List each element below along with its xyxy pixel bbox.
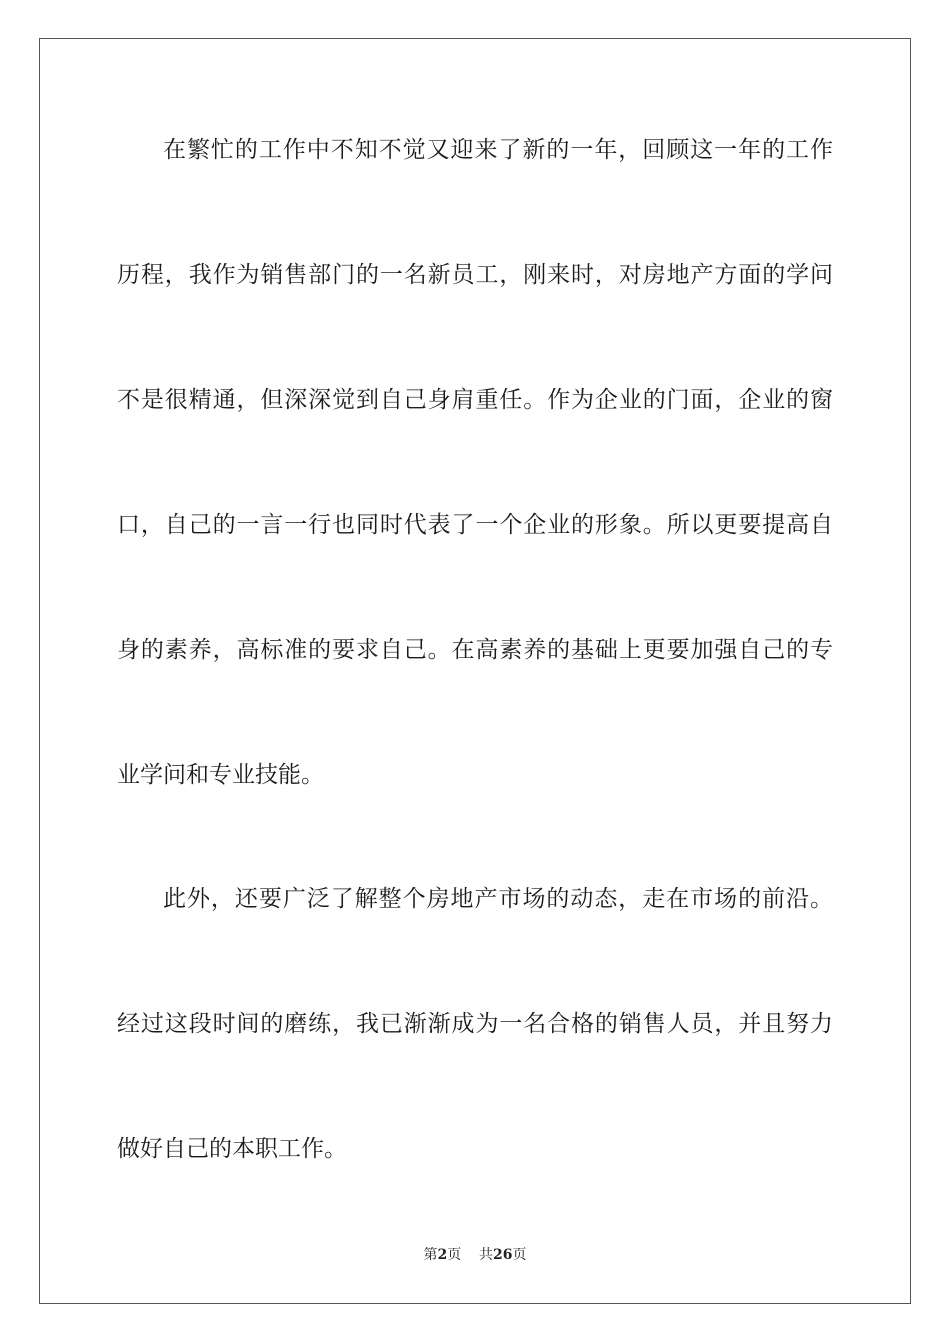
footer-page-suffix: 页	[447, 1247, 462, 1263]
paragraph-1-line-4: 口，自己的一言一行也同时代表了一个企业的形象。所以更要提高自	[117, 512, 833, 538]
paragraph-1-line-1: 在繁忙的工作中不知不觉又迎来了新的一年，回顾这一年的工作	[163, 137, 833, 163]
footer-page-prefix: 第	[423, 1247, 438, 1263]
paragraph-2-line-2: 经过这段时间的磨练，我已渐渐成为一名合格的销售人员，并且努力	[117, 1011, 833, 1037]
paragraph-1-line-5: 身的素养，高标准的要求自己。在高素养的基础上更要加强自己的专	[117, 637, 833, 663]
footer-total-pages: 26	[493, 1247, 513, 1263]
paragraph-1-line-3: 不是很精通，但深深觉到自己身肩重任。作为企业的门面，企业的窗	[117, 387, 833, 413]
footer-total-suffix: 页	[512, 1247, 527, 1263]
paragraph-2-line-3: 做好自己的本职工作。	[117, 1136, 347, 1162]
paragraph-1-line-6: 业学问和专业技能。	[117, 762, 324, 788]
footer-page-number: 2	[437, 1247, 448, 1263]
page-footer	[0, 1245, 950, 1265]
paragraph-2-line-1: 此外，还要广泛了解整个房地产市场的动态，走在市场的前沿。	[163, 886, 833, 912]
footer-total-prefix: 共	[479, 1247, 494, 1263]
paragraph-1-line-2: 历程，我作为销售部门的一名新员工，刚来时，对房地产方面的学问	[117, 262, 833, 288]
page-frame	[39, 38, 911, 1304]
